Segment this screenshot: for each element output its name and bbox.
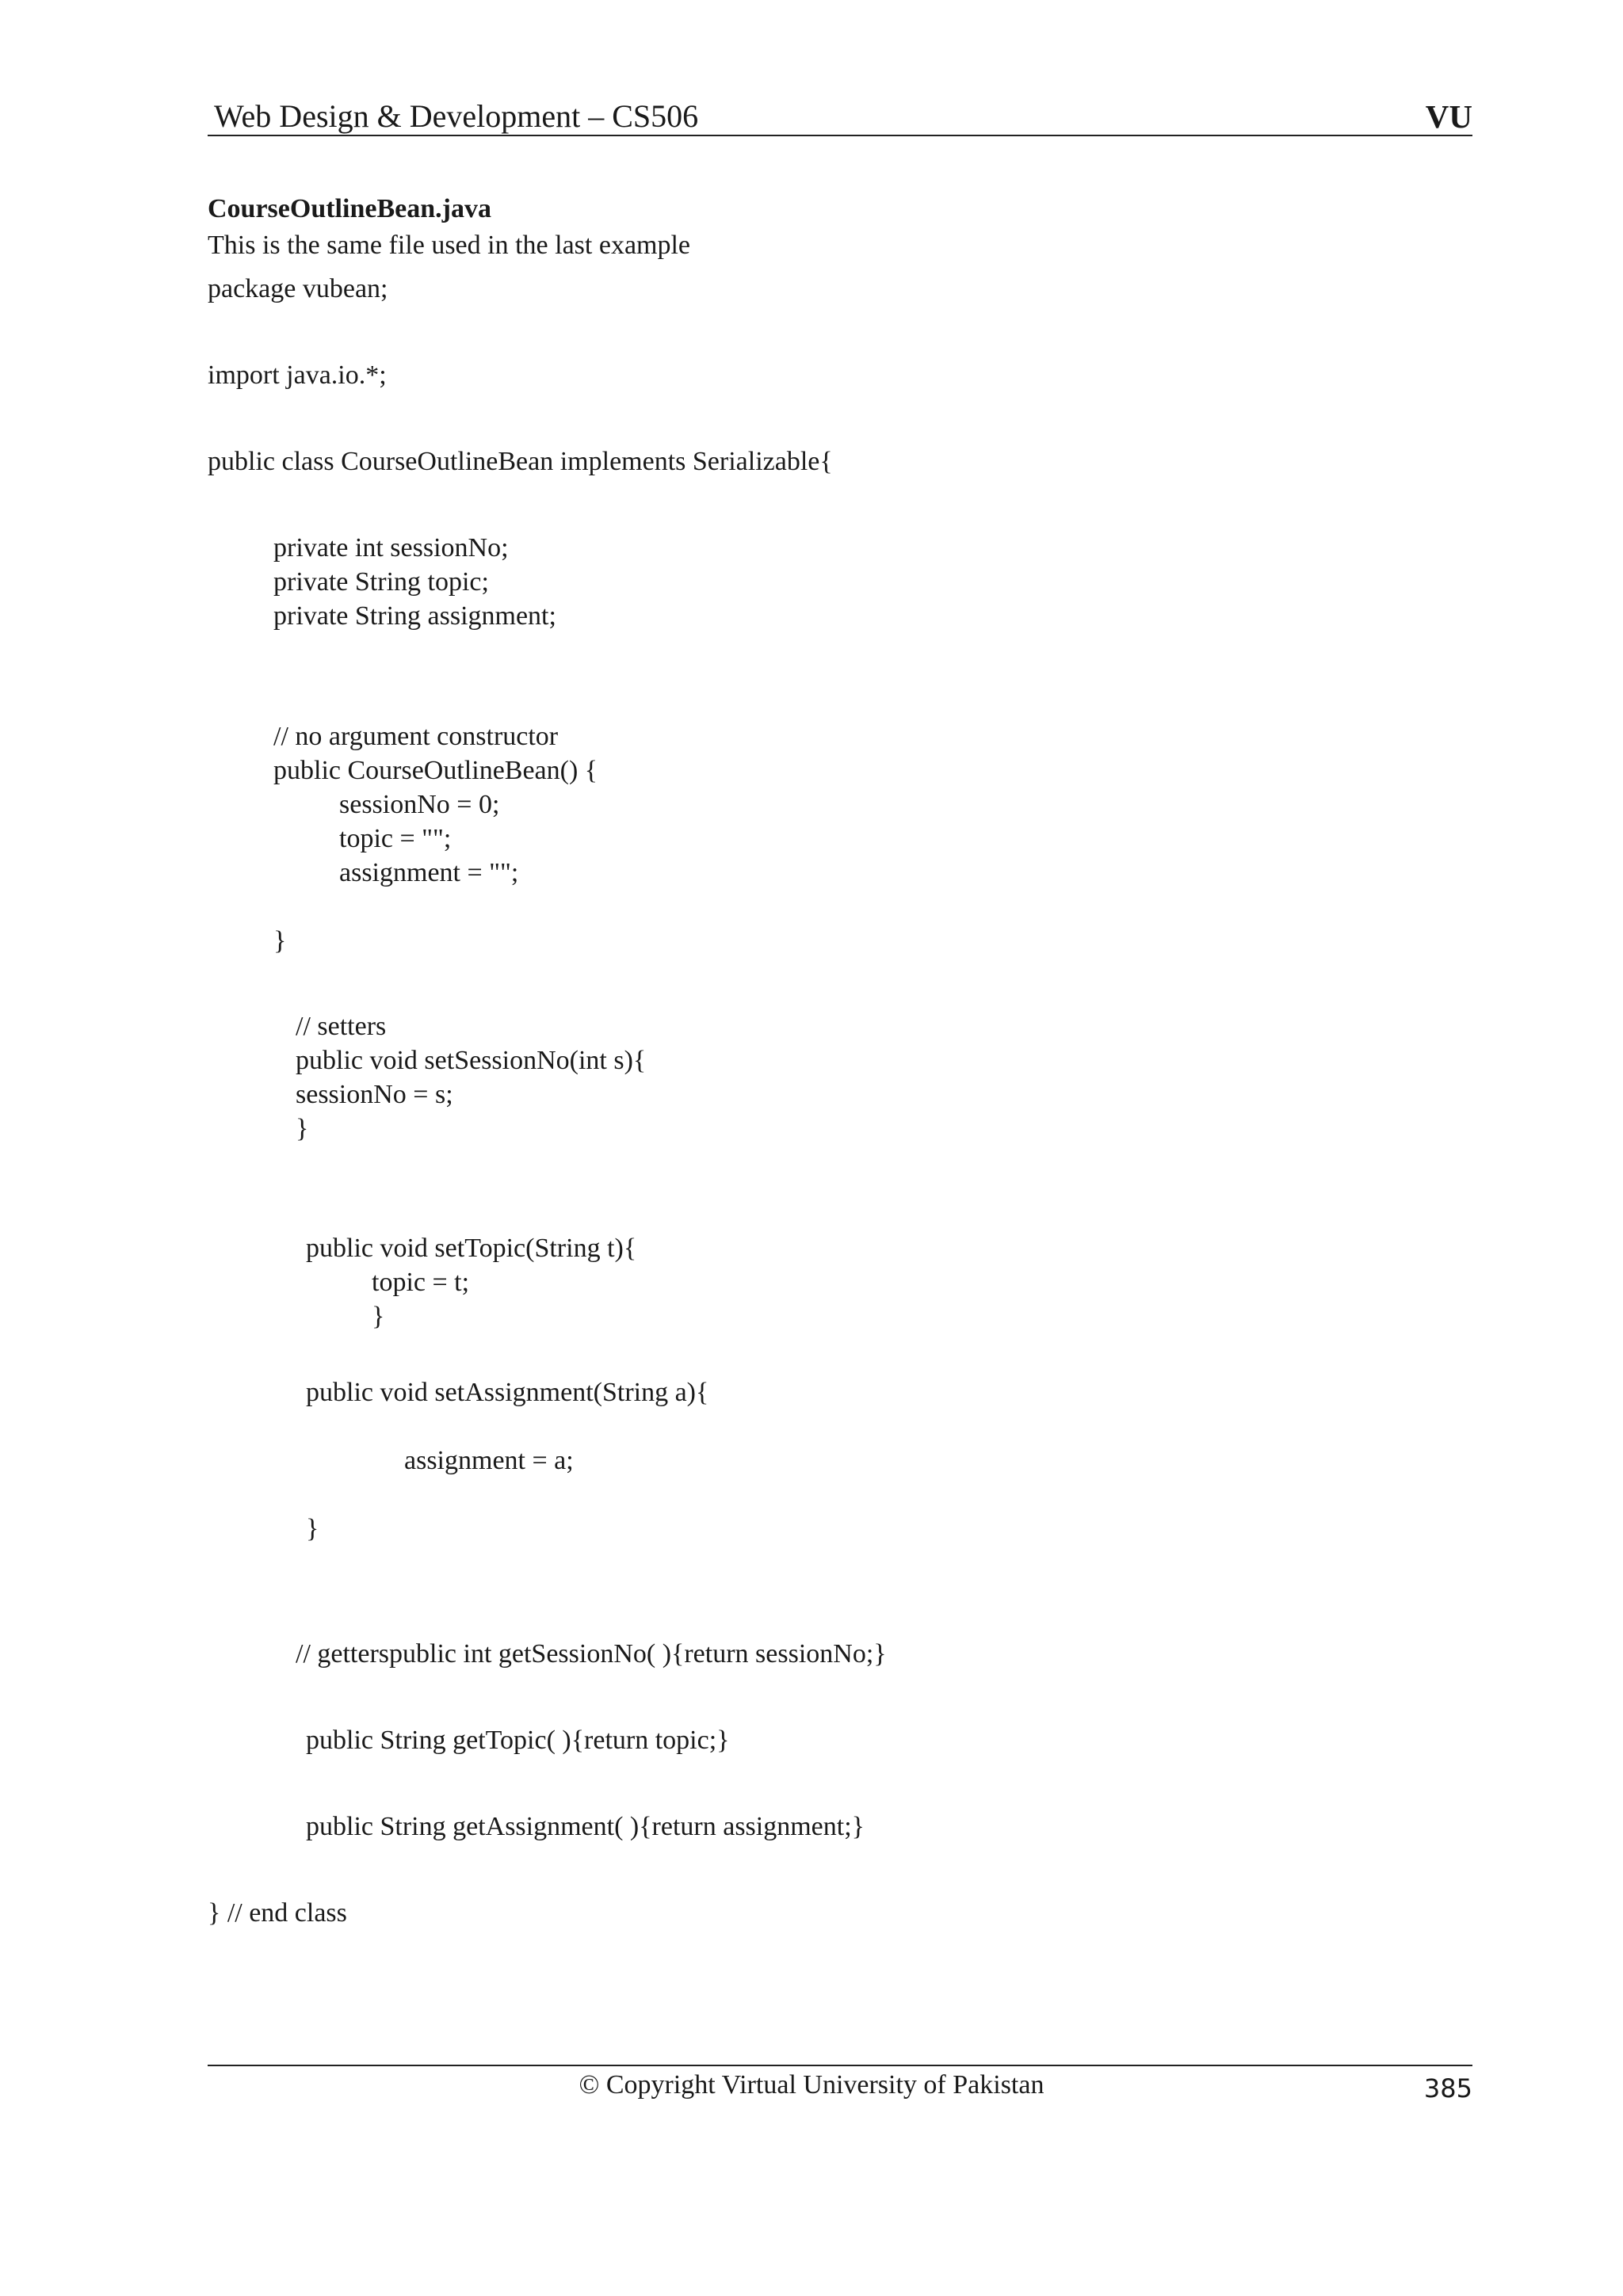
code-line: } // end class (208, 1898, 347, 1928)
code-line: sessionNo = s; (296, 1080, 453, 1109)
code-line: } (273, 926, 287, 955)
code-line: } (296, 1114, 309, 1143)
code-line: topic = t; (372, 1268, 470, 1297)
page-header (208, 98, 1472, 136)
file-name-heading: CourseOutlineBean.java (208, 194, 491, 223)
code-line: // no argument constructor (273, 722, 559, 751)
code-line: sessionNo = 0; (339, 790, 500, 819)
page-number: 385 (1423, 2073, 1472, 2103)
code-line: // setters (296, 1012, 387, 1041)
code-line: public void setTopic(String t){ (306, 1234, 637, 1263)
code-line: public String getAssignment( ){return assignment;} (306, 1812, 865, 1841)
intro-text: This is the same file used in the last example (208, 231, 691, 260)
code-line: public CourseOutlineBean() { (273, 756, 598, 785)
footer-divider (208, 2065, 1472, 2066)
code-line: topic = ""; (339, 824, 452, 853)
code-line: private String topic; (273, 567, 489, 597)
code-line: } (306, 1514, 319, 1543)
code-line: package vubean; (208, 274, 388, 303)
code-line: public void setAssignment(String a){ (306, 1378, 709, 1407)
code-line: public String getTopic( ){return topic;} (306, 1726, 730, 1755)
code-line: } (372, 1302, 385, 1331)
code-line: private int sessionNo; (273, 533, 509, 563)
code-line: import java.io.*; (208, 360, 387, 390)
code-line: public void setSessionNo(int s){ (296, 1046, 647, 1075)
footer-copyright: © Copyright Virtual University of Pakistan (579, 2070, 1044, 2100)
code-line: assignment = ""; (339, 858, 519, 887)
code-line: public class CourseOutlineBean implements Serializable{ (208, 447, 833, 476)
code-line: // getterspublic int getSessionNo( ){return sessionNo;} (296, 1639, 887, 1669)
code-line: assignment = a; (404, 1446, 574, 1475)
header-logo: VU (1425, 98, 1472, 135)
code-line: private String assignment; (273, 601, 556, 631)
header-title: Web Design & Development – CS506 (214, 98, 699, 134)
